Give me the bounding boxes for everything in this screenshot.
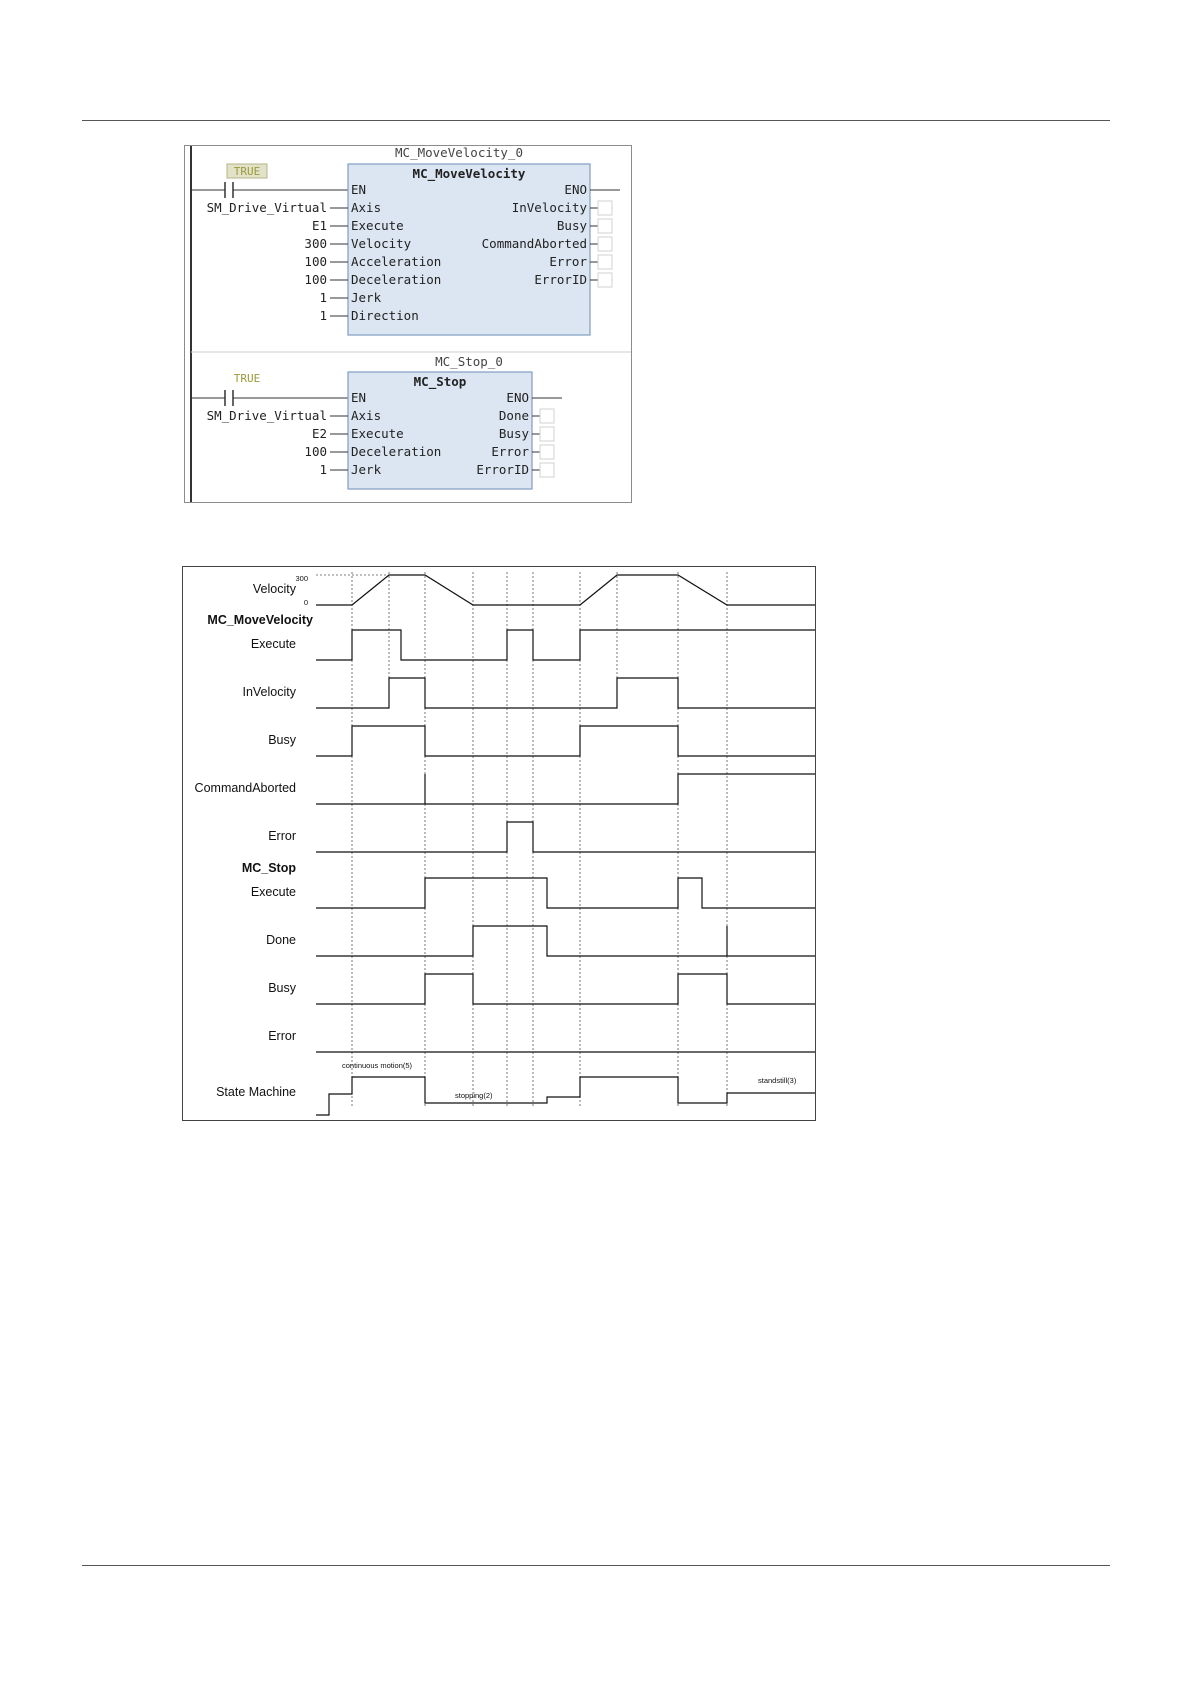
ladder-rungs-0-inputs-2-pin-text: Execute <box>351 218 404 233</box>
signal-label-stop-error: Error <box>268 1029 296 1043</box>
path-mark <box>330 416 348 470</box>
timing-diagram <box>182 566 816 1121</box>
rect-mark <box>598 201 612 215</box>
g-mark <box>540 409 554 477</box>
signal-label-move-error: Error <box>268 829 296 843</box>
velocity-label: Velocity <box>252 582 296 596</box>
state-standstill: standstill(3) <box>758 1076 797 1085</box>
rect-mark <box>598 273 612 287</box>
group-label-move-velocity: MC_MoveVelocity <box>207 613 313 627</box>
instance-name-move: MC_MoveVelocity_0 <box>395 146 523 160</box>
ladder-rungs-0-inputs-6-pin-text: Jerk <box>351 290 382 305</box>
signal-label-invelocity: InVelocity <box>242 685 296 699</box>
trace-move-busy <box>316 726 815 756</box>
trace-move-execute <box>316 630 815 660</box>
rect-mark <box>598 219 612 233</box>
ladder-rungs-1-inputs-2-pin-text: Execute <box>351 426 404 441</box>
rect-mark <box>540 463 554 477</box>
ladder-rungs-0-outputs-2-text: Busy <box>556 218 587 233</box>
ladder-rungs-0-inputs-2-value-text: E1 <box>311 218 327 233</box>
contact-true-label-stop: TRUE <box>233 372 261 385</box>
rect-mark <box>540 427 554 441</box>
ladder-rungs-0-inputs-5-pin-text: Deceleration <box>351 272 442 287</box>
ladder-rungs-0-inputs-5-value-text: 100 <box>304 272 327 287</box>
ladder-rungs-1-outputs-0-text: ENO <box>506 390 529 405</box>
ladder-rungs-1-outputs-4-text: ErrorID <box>476 462 529 477</box>
ladder-rungs-0-inputs-6-value-text: 1 <box>319 290 327 305</box>
ladder-rungs-0-inputs-0-pin-text: EN <box>351 182 367 197</box>
ladder-rungs-1-inputs-1-value-text: SM_Drive_Virtual <box>206 408 327 423</box>
ladder-rungs-1-inputs-3-pin-text: Deceleration <box>351 444 442 459</box>
ladder-rungs-1-outputs-2-text: Busy <box>498 426 529 441</box>
velocity-max-label: 300 <box>295 574 308 583</box>
trace-invelocity <box>316 678 815 708</box>
signal-label-command-aborted: CommandAborted <box>194 781 296 795</box>
ladder-rungs-1-outputs-1-text: Done <box>498 408 529 423</box>
fb-title-stop: MC_Stop <box>413 374 467 389</box>
ladder-rungs-1-inputs-0-pin-text: EN <box>351 390 367 405</box>
velocity-min-label: 0 <box>303 598 308 607</box>
velocity-trace <box>316 575 815 605</box>
state-stopping: stopping(2) <box>455 1091 493 1100</box>
ladder-rungs-0-inputs-7-value-text: 1 <box>319 308 327 323</box>
ladder-rungs-1-outputs-3-text: Error <box>491 444 529 459</box>
ladder-rungs-0-inputs-7-pin-text: Direction <box>351 308 419 323</box>
state-continuous-motion: continuous motion(5) <box>342 1061 413 1070</box>
rect-mark <box>540 445 554 459</box>
signal-label-stop-execute: Execute <box>250 885 296 899</box>
fb-title-move-velocity: MC_MoveVelocity <box>412 166 526 181</box>
instance-name-stop: MC_Stop_0 <box>435 354 503 369</box>
trace-done <box>316 926 815 956</box>
ladder-rungs-0-inputs-3-value-text: 300 <box>304 236 327 251</box>
ladder-rungs-0-inputs-4-pin-text: Acceleration <box>351 254 442 269</box>
ladder-rungs-0-inputs-3-pin-text: Velocity <box>351 236 412 251</box>
contact-true-label-move: TRUE <box>233 165 261 178</box>
ladder-rungs-0-outputs-4-text: Error <box>549 254 587 269</box>
ladder-diagram <box>184 145 632 503</box>
signal-label-stop-busy: Busy <box>268 981 296 995</box>
ladder-rungs-0-outputs-0-text: ENO <box>564 182 587 197</box>
path-mark <box>590 190 620 280</box>
ladder-rungs-1-inputs-2-value-text: E2 <box>311 426 327 441</box>
trace-move-error <box>316 822 815 852</box>
header-rule <box>82 120 1110 121</box>
rect-mark <box>540 409 554 423</box>
trace-stop-busy <box>316 974 815 1004</box>
signal-label-move-busy: Busy <box>268 733 296 747</box>
ladder-rungs-1-inputs-1-pin-text: Axis <box>351 408 382 423</box>
ladder-rungs-0-outputs-3-text: CommandAborted <box>481 236 587 251</box>
ladder-rungs-0-outputs-5-text: ErrorID <box>534 272 587 287</box>
state-machine-label: State Machine <box>216 1085 296 1099</box>
ladder-rungs-1-inputs-4-pin-text: Jerk <box>351 462 382 477</box>
path-mark <box>330 208 348 316</box>
signal-label-move-execute: Execute <box>250 637 296 651</box>
g-mark <box>598 201 612 287</box>
ladder-rungs-1-inputs-4-value-text: 1 <box>319 462 327 477</box>
ladder-rungs-0-outputs-1-text: InVelocity <box>511 200 587 215</box>
signal-label-done: Done <box>266 933 296 947</box>
trace-command-aborted <box>316 774 815 804</box>
trace-state-machine <box>316 1077 815 1115</box>
time-markers <box>352 572 727 1107</box>
ladder-rungs-0-inputs-1-value-text: SM_Drive_Virtual <box>206 200 327 215</box>
group-label-stop: MC_Stop <box>241 861 296 875</box>
trace-stop-execute <box>316 878 815 908</box>
ladder-rungs-0-inputs-4-value-text: 100 <box>304 254 327 269</box>
rect-mark <box>598 255 612 269</box>
ladder-rungs-0-inputs-1-pin-text: Axis <box>351 200 382 215</box>
ladder-rungs-1-inputs-3-value-text: 100 <box>304 444 327 459</box>
rect-mark <box>598 237 612 251</box>
footer-rule <box>82 1565 1110 1566</box>
